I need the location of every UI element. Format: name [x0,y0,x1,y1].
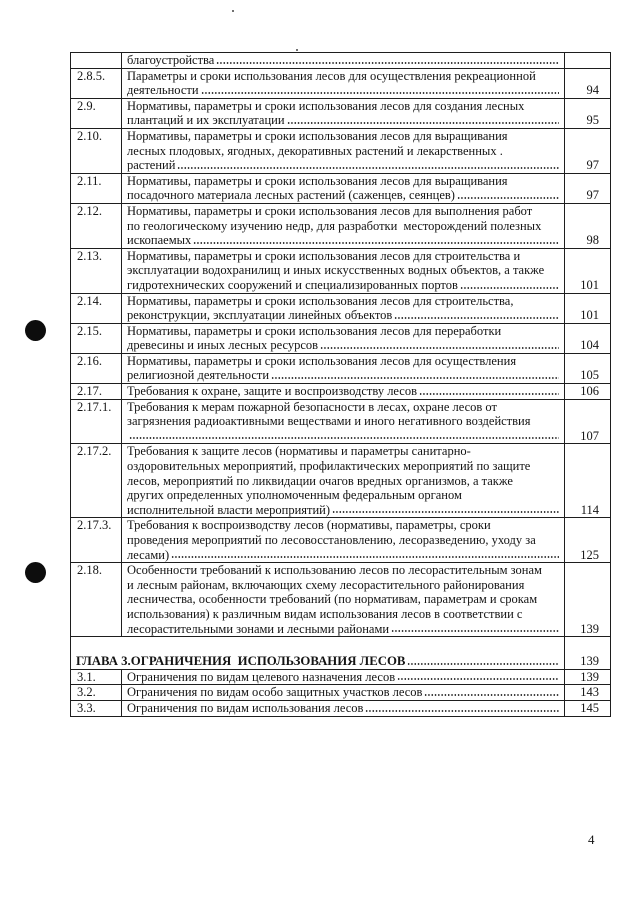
section-title [122,173,565,203]
page-ref: 98 [565,203,611,248]
section-number: 3.1. [71,669,122,685]
page-ref: 101 [565,248,611,293]
title-line: Параметры и сроки использования лесов для осуществления рекреационной [127,68,536,83]
title-line [127,384,560,399]
title-line: Нормативы, параметры и сроки использования лесов для выполнения работ [127,203,533,218]
section-title [122,293,565,323]
title-line: Требования к мерам пожарной безопасности в лесах, охране лесов от [127,399,497,414]
section-title [122,518,565,563]
page-ref: 125 [565,518,611,563]
title-line: Нормативы, параметры и сроки использования лесов для выращивания [127,128,508,143]
dot-leader [365,709,559,713]
punch-hole [25,562,46,583]
toc-row [71,563,611,637]
dot-leader [397,677,559,681]
dot-leader [177,166,559,170]
page-ref: 97 [565,128,611,173]
title-text: религиозной деятельности [127,368,270,383]
section-title [122,68,565,98]
section-title [122,323,565,353]
section-number: 2.17.1. [71,399,122,444]
title-text: растений [127,158,176,173]
title-line: загрязнения радиоактивными веществами и иного негативного воздействия [127,414,531,429]
dot-leader [129,436,559,440]
toc-row [71,293,611,323]
section-title [122,700,565,716]
page-ref: 94 [565,68,611,98]
page-ref: 101 [565,293,611,323]
dot-leader [287,121,559,125]
title-text: исполнительной власти мероприятий) [127,502,331,517]
title-text: Ограничения по видам использования лесов [127,700,364,715]
title-text: Ограничения по видам целевого назначения лесов [127,669,396,684]
toc-row [71,128,611,173]
section-title [122,669,565,685]
title-line [127,622,560,637]
scan-speck [232,10,234,12]
dot-leader [320,346,559,350]
page-ref [565,53,611,69]
toc-row [71,353,611,383]
scan-speck [296,49,298,51]
section-number: 2.15. [71,323,122,353]
page-ref: 145 [565,700,611,716]
section-number: 2.11. [71,173,122,203]
section-number: 2.8.5. [71,68,122,98]
dot-leader [332,510,559,514]
title-line [127,368,560,383]
title-line [127,503,560,518]
dot-leader [407,662,559,666]
section-title [122,399,565,444]
title-line: Нормативы, параметры и сроки использования лесов для осуществления [127,353,517,368]
toc-row [71,173,611,203]
table-of-contents [70,52,611,717]
title-text: деятельности [127,83,199,98]
section-title [122,563,565,637]
chapter-title [71,637,565,670]
dot-leader [193,241,559,245]
dot-leader [419,392,559,396]
title-line: лесов, мероприятий по ликвидации очагов вредных организмов, а также [127,473,513,488]
punch-hole [25,320,46,341]
dot-leader [171,555,559,559]
dot-leader [391,629,559,633]
page-ref: 104 [565,323,611,353]
title-text: реконструкции, эксплуатации линейных объектов [127,308,393,323]
title-line: оздоровительных мероприятий, профилактических мероприятий по защите [127,459,531,474]
page-ref: 105 [565,353,611,383]
title-line [127,158,560,173]
title-line: Особенности требований к использованию лесов по лесорастительным зонам [127,563,542,578]
title-line [127,685,560,700]
dot-leader [394,316,559,320]
title-line: Нормативы, параметры и сроки использования лесов для переработки [127,323,502,338]
page-ref: 139 [565,563,611,637]
title-line [127,233,560,248]
title-line [127,548,560,563]
title-line: Нормативы, параметры и сроки использования лесов для выращивания [127,173,508,188]
title-text: гидротехнических сооружений и специализированных портов [127,277,458,292]
title-text: посадочного материала лесных растений (саженцев, сеянцев) [127,188,455,203]
title-text: благоустройства [127,53,215,67]
toc-row [71,323,611,353]
title-text: плантаций и их эксплуатации [127,113,285,128]
section-title [122,203,565,248]
title-text: лесорастительными зонами и лесными районами [127,621,390,636]
section-title [122,444,565,518]
toc-row [71,248,611,293]
title-line [127,308,560,323]
toc-row [71,685,611,701]
title-line [127,338,560,353]
title-line [127,701,560,716]
title-line [76,654,560,669]
section-number [71,53,122,69]
toc-row [71,518,611,563]
section-number: 3.3. [71,700,122,716]
toc-row [71,444,611,518]
title-line [127,670,560,685]
title-line [127,188,560,203]
title-line [127,113,560,128]
toc-row [71,384,611,400]
page-ref: 107 [565,399,611,444]
page-ref: 106 [565,384,611,400]
title-text: ископаемых [127,233,192,248]
title-line: Нормативы, параметры и сроки использования лесов для строительства и [127,248,521,263]
section-number: 2.18. [71,563,122,637]
toc-row [71,399,611,444]
section-title [122,53,565,69]
section-number: 2.17. [71,384,122,400]
title-line [127,278,560,293]
page-ref: 139 [565,669,611,685]
title-line: лесных плодовых, ягодных, декоративных растений и лекарственных . [127,143,503,158]
page-ref: 143 [565,685,611,701]
section-number: 2.10. [71,128,122,173]
title-text: Требования к охране, защите и воспроизводству лесов [127,384,417,399]
toc-row [71,53,611,69]
chapter-row [71,637,611,670]
title-line: Нормативы, параметры и сроки использования лесов для строительства, [127,293,514,308]
toc-row [71,98,611,128]
section-title [122,98,565,128]
title-text: лесами) [127,547,170,562]
dot-leader [424,693,559,697]
page-ref: 97 [565,173,611,203]
title-line: использования) к различным видам использования лесов в соответствии с [127,606,523,621]
dot-leader [457,196,559,200]
dot-leader [201,91,559,95]
toc-row [71,700,611,716]
section-number: 2.17.2. [71,444,122,518]
page-ref: 95 [565,98,611,128]
section-number: 2.9. [71,98,122,128]
title-line: по геологическому изучению недр, для разработки месторождений полезных [127,218,542,233]
toc-row [71,68,611,98]
page-ref: 139 [565,637,611,670]
page-number: 4 [588,832,595,847]
title-line: Требования к защите лесов (нормативы и параметры санитарно- [127,444,471,459]
title-line [127,429,560,444]
section-title [122,353,565,383]
dot-leader [216,61,559,65]
title-line [127,83,560,98]
section-number: 2.12. [71,203,122,248]
title-text: Ограничения по видам особо защитных участков лесов [127,685,423,700]
title-line: проведения мероприятий по лесовосстановлению, лесоразведению, уходу за [127,533,536,547]
section-title [122,384,565,400]
title-line: лесничества, особенности требований (по нормативам, параметрам и срокам [127,592,538,607]
title-line: и лесным районам, включающих схему лесорастительного районирования [127,577,525,592]
title-text: древесины и иных лесных ресурсов [127,338,319,353]
dot-leader [460,286,559,290]
title-line: эксплуатации водохранилищ и иных искусственных водных объектов, а также [127,263,545,278]
title-line: других определенных уполномоченным федеральным органом [127,488,462,503]
section-title [122,685,565,701]
toc-row [71,669,611,685]
title-line: Нормативы, параметры и сроки использования лесов для создания лесных [127,98,525,113]
title-line: Требования к воспроизводству лесов (нормативы, параметры, сроки [127,518,491,533]
section-title [122,128,565,173]
section-title [122,248,565,293]
toc-row [71,203,611,248]
section-number: 2.17.3. [71,518,122,563]
section-number: 2.16. [71,353,122,383]
section-number: 2.14. [71,293,122,323]
title-line [127,53,560,68]
dot-leader [271,376,559,380]
section-number: 3.2. [71,685,122,701]
page-ref: 114 [565,444,611,518]
chapter-title-text: ГЛАВА 3.ОГРАНИЧЕНИЯ ИСПОЛЬЗОВАНИЯ ЛЕСОВ [76,654,406,669]
section-number: 2.13. [71,248,122,293]
